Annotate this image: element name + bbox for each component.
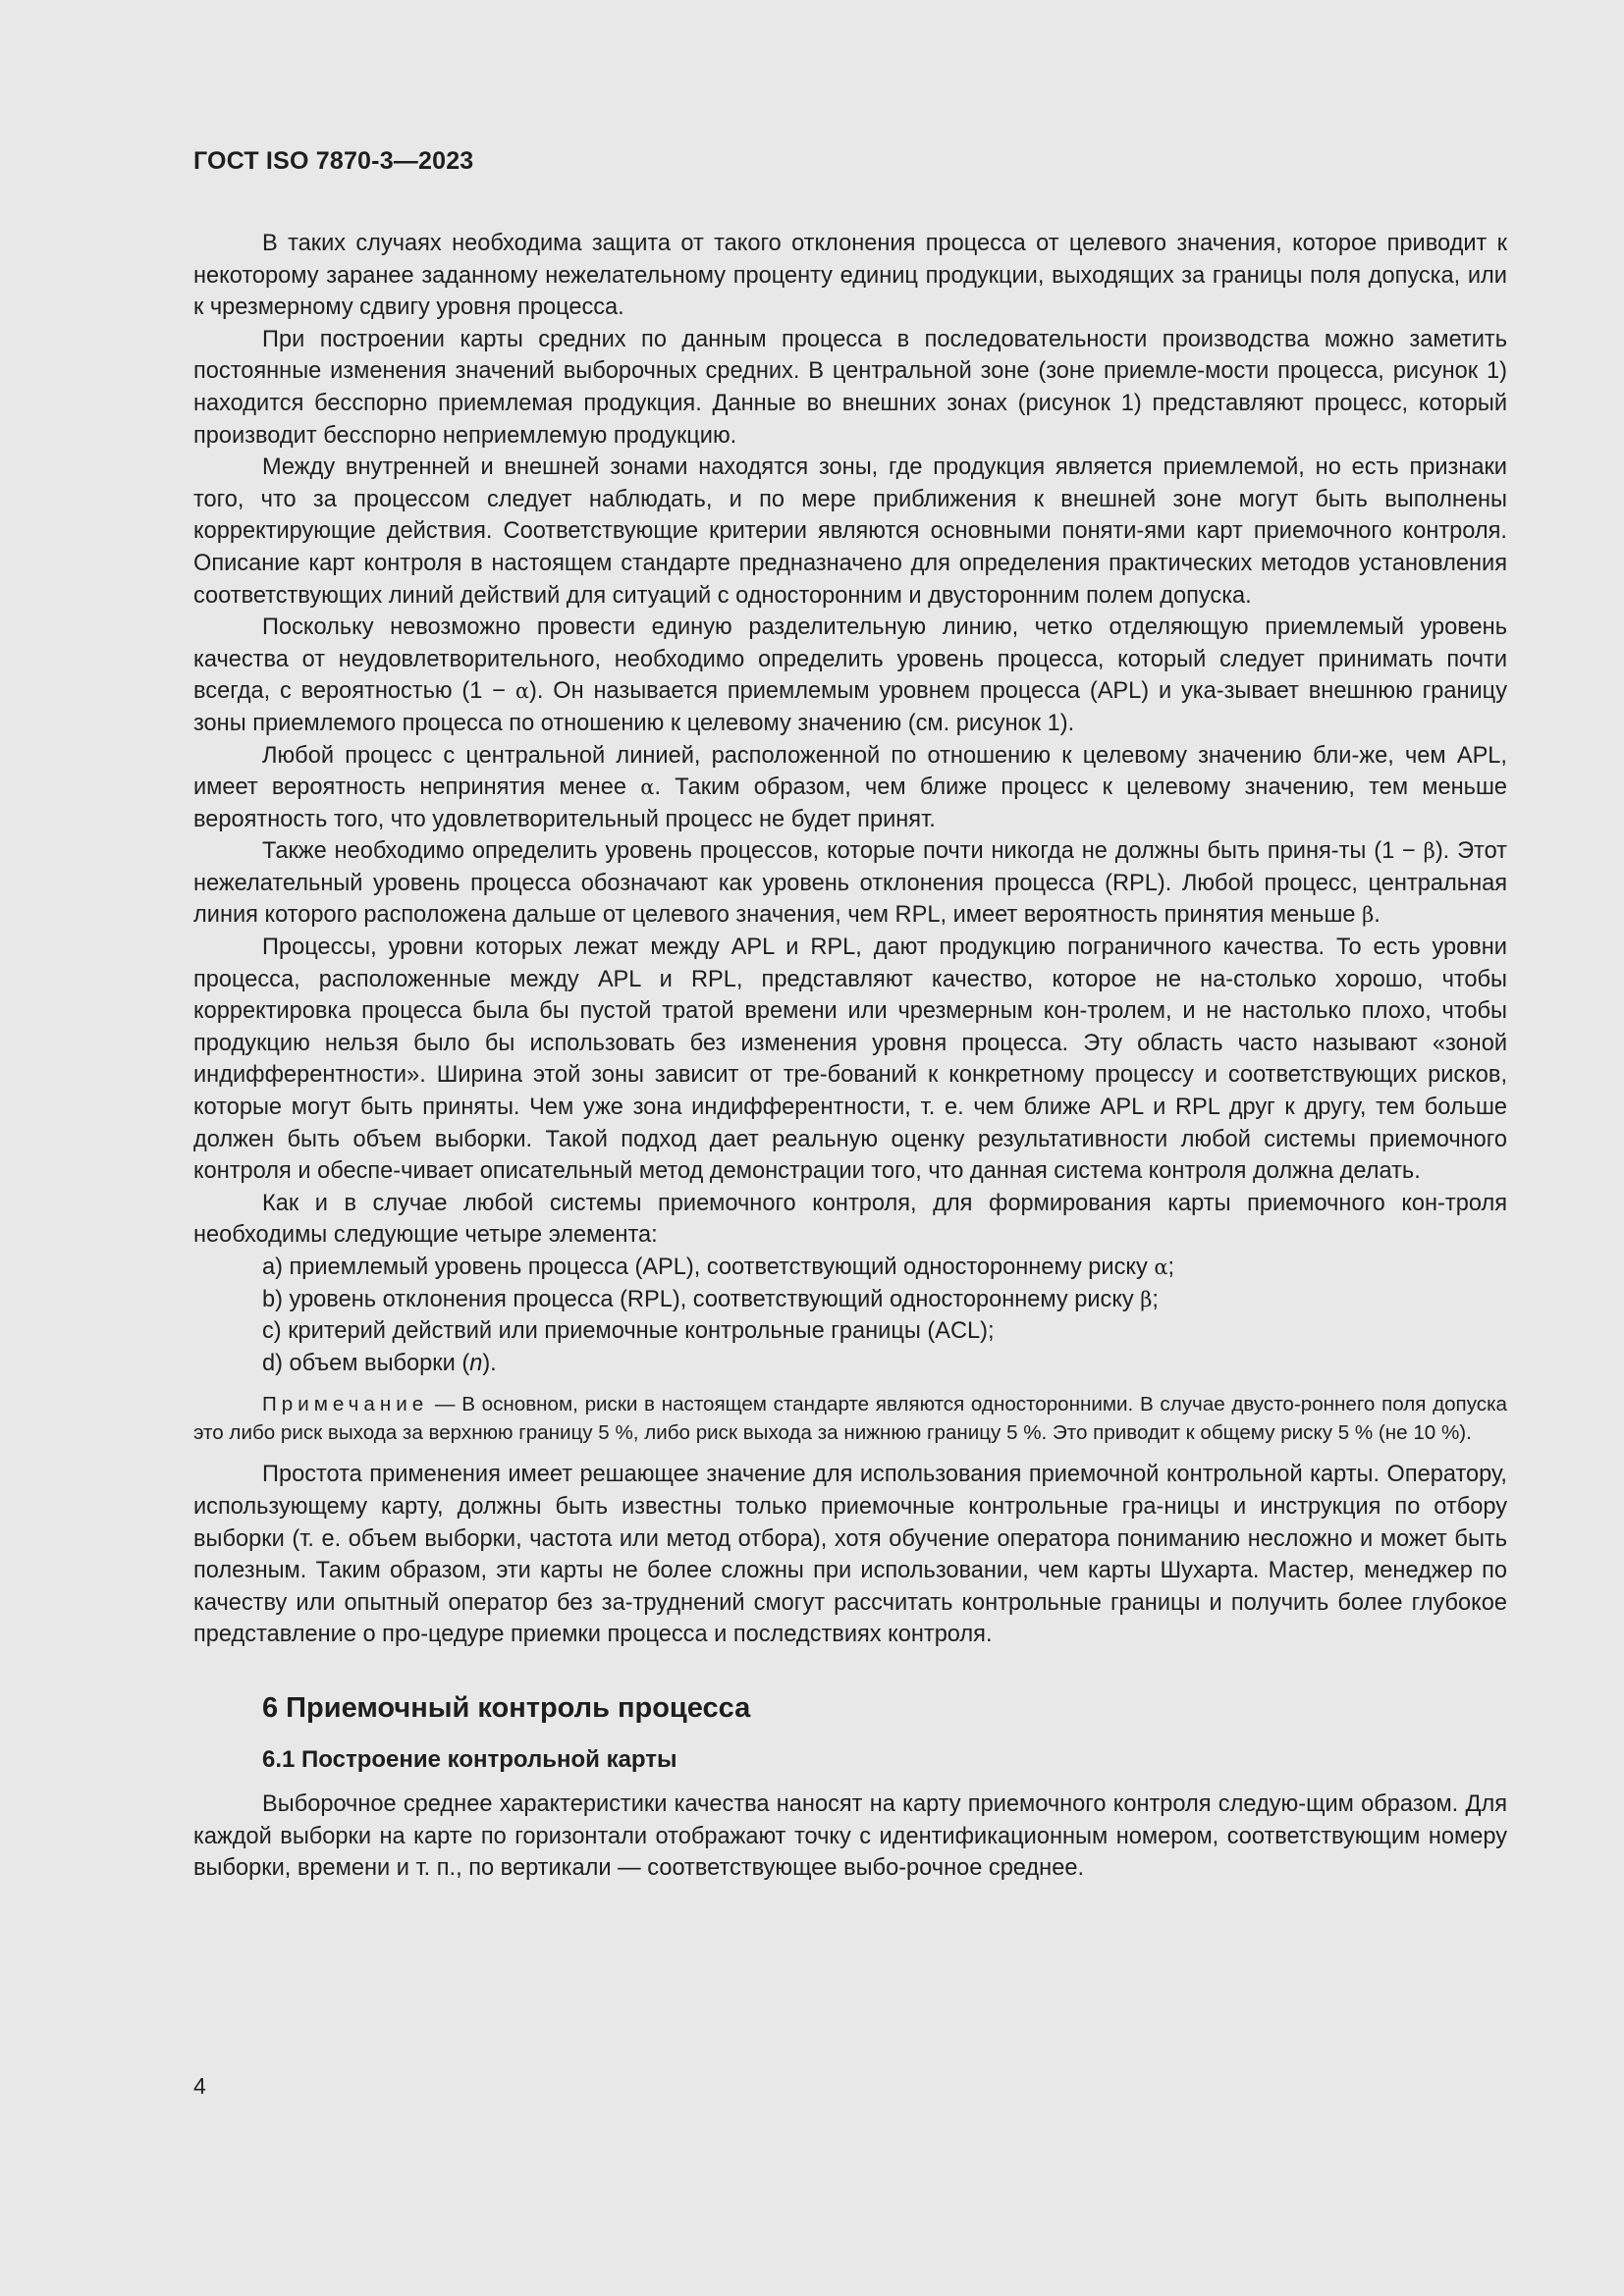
paragraph-6 <box>193 835 1507 932</box>
document-header: ГОСТ ISO 7870-3—2023 <box>193 147 474 175</box>
alpha-symbol: α <box>514 679 530 704</box>
list-item-a-text: а) приемлемый уровень процесса (APL), соответствующий одностороннему риску <box>262 1255 1155 1280</box>
list-item-d <box>193 1348 1507 1380</box>
beta-symbol: β <box>1362 903 1375 928</box>
paragraph-9: Простота применения имеет решающее значение для использования приемочной контрольной карты. Оператору, использующему карту, должны быть известны только приемочные контрольные гра-ницы и инструкция по отбору выборки (т. е. объем выборки, частота или метод отбора), хотя обучение оператора пониманию несложно и может быть полезным. Таким образом, эти карты не более сложны при использовании, чем карты Шухарта. Мастер, менеджер по качеству или опытный оператор без за-труднений смогут рассчитать контрольные границы и получить более глубокое представление о про-цедуре приемки процесса и последствиях контроля. <box>193 1462 1507 1648</box>
list-item-d-end: ). <box>482 1350 497 1376</box>
page-number: 4 <box>193 2073 206 2099</box>
beta-symbol: β <box>1423 839 1435 864</box>
section-paragraph: Выборочное среднее характеристики качества наносят на карту приемочного контроля следую-щим образом. Для каждой выборки на карте по горизонтали отображают точку с идентификационным номером, соответствующим номеру выборки, времени и т. п., по вертикали — соответствующее выбо-рочное среднее. <box>193 1790 1507 1882</box>
list-item-b <box>193 1284 1507 1316</box>
note-text: — В основном, риски в настоящем стандарте являются односторонними. В случае двусто-роннего поля допуска это либо риск выхода за верхнюю границу 5 %, либо риск выхода за нижнюю границу 5 %. Это приводит к общему риску 5 % (не 10 %). <box>193 1393 1507 1444</box>
paragraph-2: При построении карты средних по данным процесса в последовательности производства можно заметить постоянные изменения значений выборочных средних. В центральной зоне (зоне приемле-мости процесса, рисунок 1) находится бесспорно приемлемая продукция. Данные во внешних зонах (рисунок 1) представляют процесс, который производит бесспорно неприемлемую продукцию. <box>193 326 1507 449</box>
paragraph-4-text-b: ). Он называется приемлемым уровнем процесса (APL) и ука-зывает внешнюю границу зоны приемлемого процесса по отношению к целевому значению (см. рисунок 1). <box>193 678 1507 736</box>
list-item-a-end: ; <box>1167 1255 1175 1280</box>
paragraph-8: Как и в случае любой системы приемочного контроля, для формирования карты приемочного кон-троля необходимы следующие четыре элемента: <box>193 1190 1507 1249</box>
list-item-b-text: b) уровень отклонения процесса (RPL), соответствующий одностороннему риску <box>262 1286 1141 1312</box>
paragraph-5-text-b: . Таким образом, чем ближе процесс к целевому значению, тем меньше вероятность того, что удовлетворительный процесс не будет принят. <box>193 774 1507 832</box>
list-item-d-text: d) объем выборки ( <box>262 1350 470 1376</box>
section-heading: 6 Приемочный контроль процесса <box>262 1691 751 1724</box>
paragraph-1: В таких случаях необходима защита от такого отклонения процесса от целевого значения, которое приводит к некоторому заранее заданному нежелательному проценту единиц продукции, выходящих за границы поля допуска, или к чрезмерному сдвигу уровня процесса. <box>193 231 1507 321</box>
note <box>193 1391 1507 1447</box>
list-item-c: с) критерий действий или приемочные контрольные границы (ACL); <box>262 1318 995 1345</box>
alpha-symbol: α <box>640 775 655 800</box>
list-item-a <box>193 1252 1507 1284</box>
paragraph-5 <box>193 740 1507 836</box>
list-item-b-end: ; <box>1152 1286 1159 1312</box>
document-body <box>193 228 1507 1885</box>
paragraph-6-text-c: . <box>1374 902 1380 929</box>
paragraph-4 <box>193 612 1507 739</box>
paragraph-6-text-a: Также необходимо определить уровень процессов, которые почти никогда не должны быть приня-ты (1 − <box>262 838 1424 865</box>
subsection-heading: 6.1 Построение контрольной карты <box>262 1745 677 1773</box>
beta-symbol: β <box>1140 1287 1153 1311</box>
paragraph-7: Процессы, уровни которых лежат между APL и RPL, дают продукцию пограничного качества. То есть уровни процесса, расположенные между APL и RPL, представляют качество, которое не на-столько хорошо, чтобы корректировка процесса была бы пустой тратой времени или чрезмерным кон-тролем, и не настолько плохо, чтобы продукцию нельзя было бы использовать без изменения уровня процесса. Эту область часто называют «зоной индифферентности». Ширина этой зоны зависит от тре-бований к конкретному процессу и соответствующих рисков, которые могут быть приняты. Чем уже зона индифферентности, т. е. чем ближе APL и RPL друг к другу, тем больше должен быть объем выборки. Такой подход дает реальную оценку результативности любой системы приемочного контроля и обеспе-чивает описательный метод демонстрации того, что данная система контроля должна делать. <box>193 934 1507 1185</box>
paragraph-3: Между внутренней и внешней зонами находятся зоны, где продукция является приемлемой, но есть признаки того, что за процессом следует наблюдать, и по мере приближения к внешней зоне могут быть выполнены корректирующие действия. Соответствующие критерии являются основными поняти-ями карт приемочного контроля. Описание карт контроля в настоящем стандарте предназначено для определения практических методов установления соответствующих линий действий для ситуаций с односторонним и двусторонним полем допуска. <box>193 454 1507 609</box>
sample-size-variable: n <box>469 1350 483 1376</box>
alpha-symbol: α <box>1154 1255 1168 1279</box>
note-label: Примечание <box>262 1393 429 1416</box>
paragraph-4-text-a: Поскольку невозможно провести единую разделительную линию, четко отделяющую приемлемый уровень качества от неудовлетворительного, необходимо определить уровень процесса, который следует принимать почти всегда, с вероятностью (1 − <box>193 614 1507 705</box>
paragraph-6-text-b: ). Этот нежелательный уровень процесса обозначают как уровень отклонения процесса (RPL). Любой процесс, центральная линия которого расположена дальше от целевого значения, чем RPL, имеет вероятность принятия меньше <box>193 838 1507 929</box>
paragraph-5-text-a: Любой процесс с центральной линией, расположенной по отношению к целевому значению бли-же, чем APL, имеет вероятность непринятия менее <box>193 742 1507 801</box>
